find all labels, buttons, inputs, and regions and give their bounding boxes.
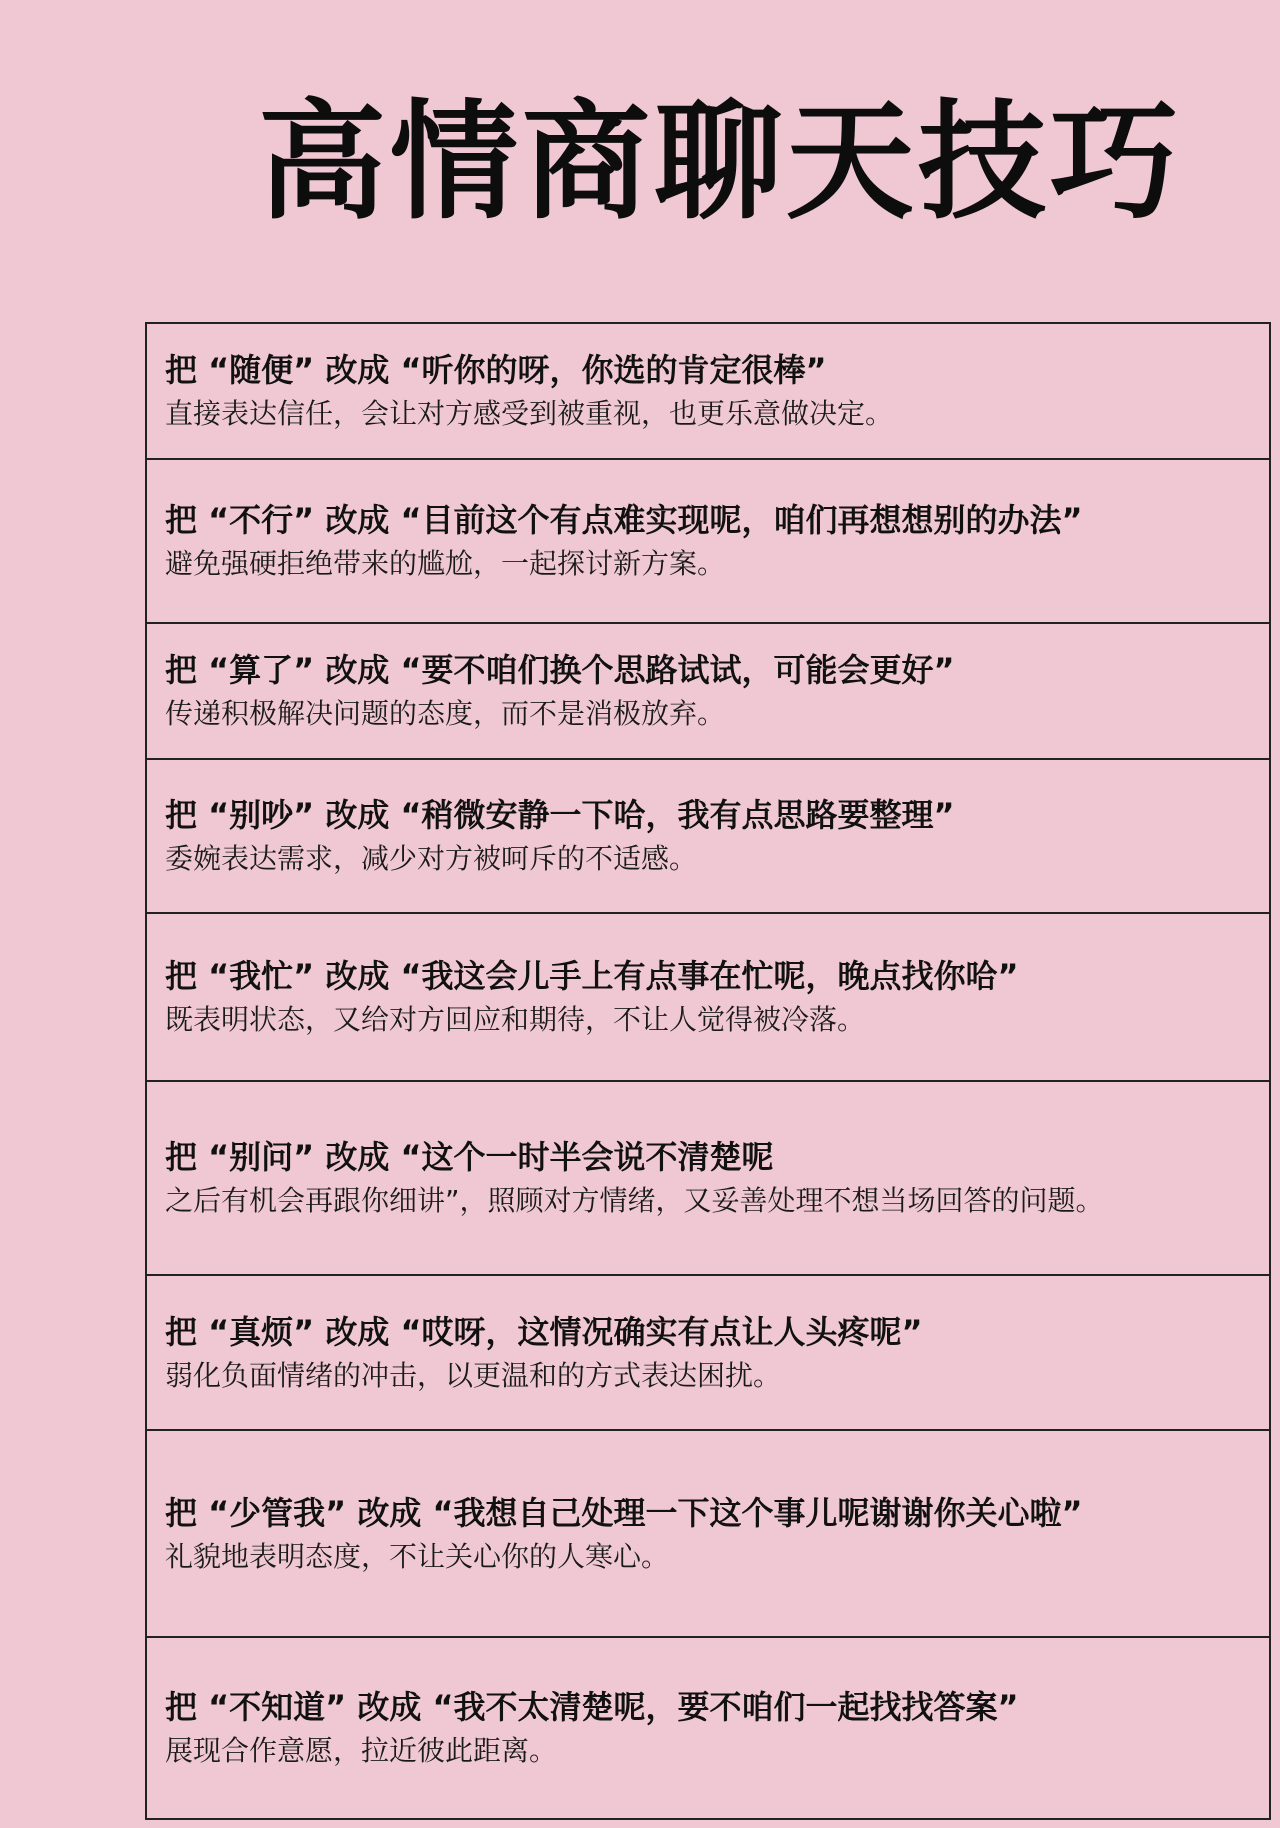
tip-heading: 把 “我忙” 改成 “我这会儿手上有点事在忙呢，晚点找你哈”	[165, 957, 1019, 995]
tip-row	[147, 1431, 1269, 1638]
tip-description: 直接表达信任，会让对方感受到被重视，也更乐意做决定。	[165, 397, 894, 430]
tip-row	[147, 1082, 1269, 1276]
tip-heading: 把 “不知道” 改成 “我不太清楚呢，要不咱们一起找找答案”	[165, 1688, 1019, 1726]
tip-description: 展现合作意愿，拉近彼此距离。	[165, 1734, 558, 1767]
page-title: 高情商聊天技巧	[257, 88, 1182, 237]
tip-row	[147, 624, 1269, 760]
tip-heading: 把 “真烦” 改成 “哎呀，这情况确实有点让人头疼呢”	[165, 1312, 923, 1351]
tips-table	[145, 322, 1271, 1820]
tip-row	[147, 760, 1269, 914]
tip-description: 之后有机会再跟你细讲”，照顾对方情绪，又妥善处理不想当场回答的问题。	[165, 1184, 1104, 1217]
tip-row	[147, 1276, 1269, 1431]
tip-row	[147, 1638, 1269, 1818]
tip-description: 委婉表达需求，减少对方被呵斥的不适感。	[165, 842, 698, 875]
tip-heading: 把 “随便” 改成 “听你的呀，你选的肯定很棒”	[165, 351, 827, 389]
tip-row	[147, 914, 1269, 1082]
tip-description: 礼貌地表明态度，不让关心你的人寒心。	[165, 1539, 670, 1573]
tip-heading: 把 “算了” 改成 “要不咱们换个思路试试，可能会更好”	[165, 651, 955, 689]
tip-description: 弱化负面情绪的冲击，以更温和的方式表达困扰。	[165, 1358, 782, 1392]
tip-heading: 把 “少管我” 改成 “我想自己处理一下这个事儿呢谢谢你关心啦”	[165, 1493, 1083, 1532]
tip-row	[147, 324, 1269, 460]
tip-description: 既表明状态，又给对方回应和期待，不让人觉得被冷落。	[165, 1003, 866, 1036]
tip-heading: 把 “别问” 改成 “这个一时半会说不清楚呢	[165, 1138, 774, 1176]
tip-description: 避免强硬拒绝带来的尴尬，一起探讨新方案。	[165, 547, 726, 580]
tip-description: 传递积极解决问题的态度，而不是消极放弃。	[165, 697, 726, 730]
tip-heading: 把 “不行” 改成 “目前这个有点难实现呢，咱们再想想别的办法”	[165, 501, 1083, 539]
tip-heading: 把 “别吵” 改成 “稍微安静一下哈，我有点思路要整理”	[165, 796, 955, 834]
tip-row	[147, 460, 1269, 624]
